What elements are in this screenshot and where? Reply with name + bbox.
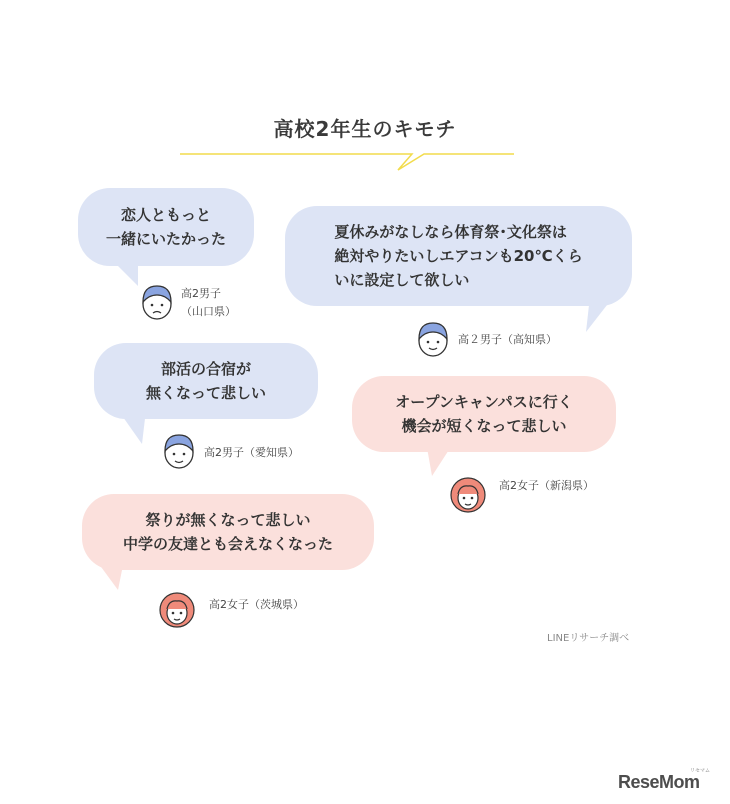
title-underline — [180, 150, 520, 172]
comment-text: 夏休みがなしなら体育祭･文化祭は 絶対やりたいしエアコンも20℃くら いに設定して欲しい — [334, 223, 583, 289]
source-note: LINEリサーチ調べ — [547, 633, 630, 644]
speech-bubble-tail — [96, 560, 126, 592]
speech-bubble — [78, 188, 254, 266]
speech-bubble-tail — [426, 442, 456, 478]
commenter-label: 高2男子 （山口県） — [181, 287, 236, 318]
comment-text: 恋人ともっと 一緒にいたかった — [105, 206, 226, 248]
comment-text: 部活の合宿が 無くなって悲しい — [145, 360, 266, 402]
boy-face-icon — [139, 283, 175, 321]
speech-bubble — [94, 343, 318, 419]
logo-subtext: リセマム — [690, 768, 710, 774]
speech-bubble-tail — [110, 258, 140, 288]
comment-text: オープンキャンパスに行く 機会が短くなって悲しい — [395, 393, 573, 435]
boy-face-icon — [415, 320, 451, 358]
speech-bubble — [285, 206, 632, 306]
girl-face-icon — [157, 589, 197, 629]
speech-bubble — [352, 376, 616, 452]
commenter-label: 高2女子（新潟県） — [499, 479, 594, 492]
commenter-label: 高2女子（茨城県） — [209, 598, 304, 611]
girl-face-icon — [448, 474, 488, 514]
speech-bubble — [82, 494, 374, 570]
boy-face-icon — [161, 432, 197, 470]
speech-bubble-tail — [584, 296, 614, 336]
resemom-logo: ReseMom — [618, 772, 700, 792]
commenter-label: 高２男子（高知県） — [458, 333, 557, 346]
comment-text: 祭りが無くなって悲しい 中学の友達とも会えなくなった — [122, 511, 333, 553]
page-title: 高校2年生のキモチ — [273, 117, 457, 141]
commenter-label: 高2男子（愛知県） — [204, 446, 299, 459]
speech-bubble-tail — [118, 410, 148, 446]
